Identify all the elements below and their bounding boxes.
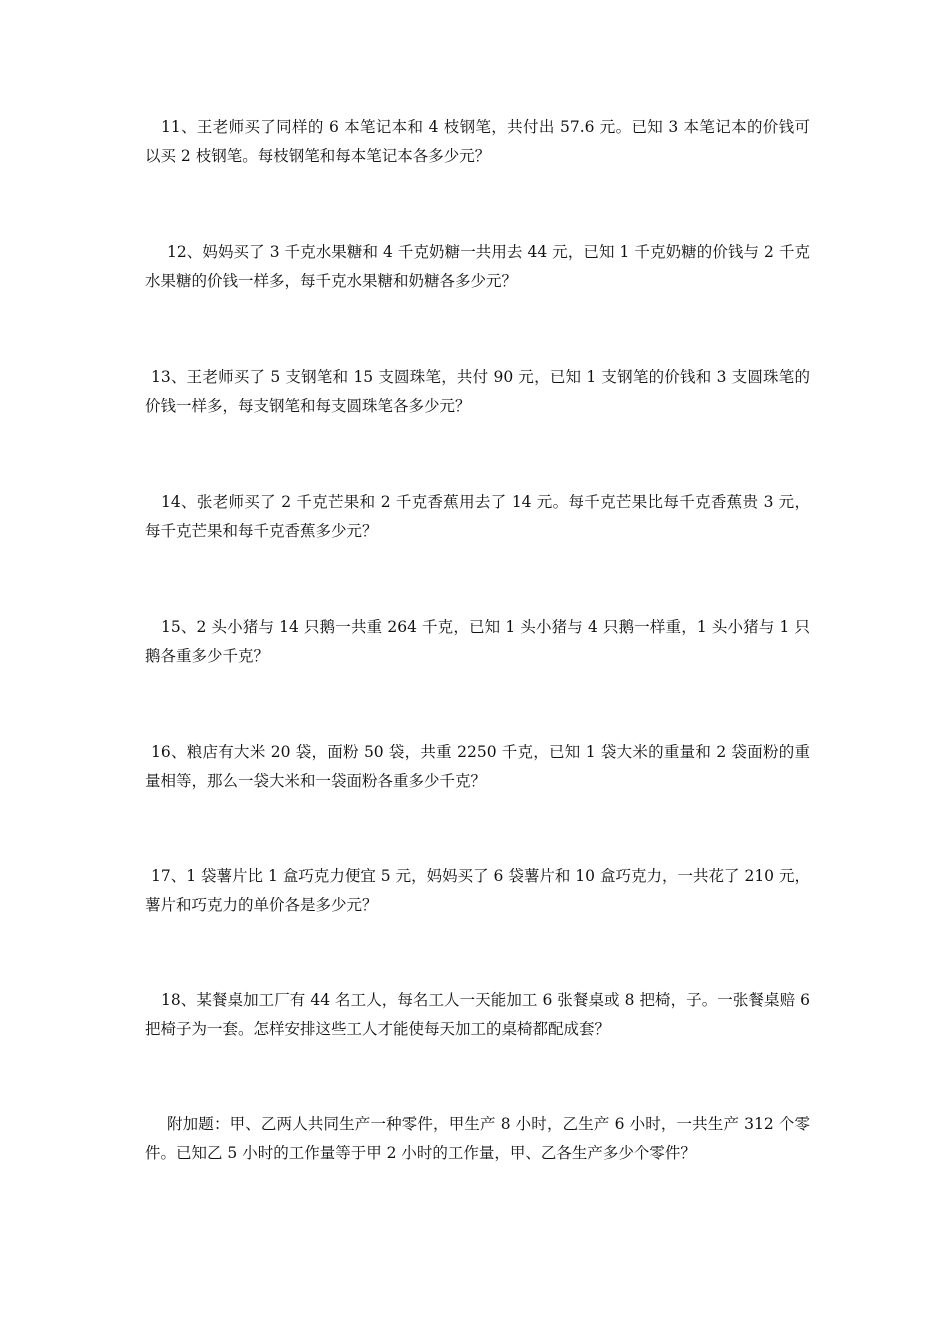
problem-13: 13、王老师买了 5 支钢笔和 15 支圆珠笔，共付 90 元，已知 1 支钢笔的价钱和 3 支圆珠笔的价钱一样多，每支钢笔和每支圆珠笔各多少元？ — [145, 368, 810, 415]
problem-12: 12、妈妈买了 3 千克水果糖和 4 千克奶糖一共用去 44 元，已知 1 千克奶糖的价钱与 2 千克水果糖的价钱一样多，每千克水果糖和奶糖各多少元？ — [145, 243, 810, 290]
problem-15: 15、2 头小猪与 14 只鹅一共重 264 千克，已知 1 头小猪与 4 只鹅一样重，1 头小猪与 1 只鹅各重多少千克？ — [145, 618, 810, 665]
problem-17: 17、1 袋薯片比 1 盒巧克力便宜 5 元，妈妈买了 6 袋薯片和 10 盒巧克力，一共花了 210 元，薯片和巧克力的单价各是多少元？ — [145, 867, 810, 914]
extra-problem: 附加题：甲、乙两人共同生产一种零件，甲生产 8 小时，乙生产 6 小时，一共生产 312 个零件。已知乙 5 小时的工作量等于甲 2 小时的工作量，甲、乙各生产多少个零件？ — [145, 1115, 810, 1162]
problem-16: 16、粮店有大米 20 袋，面粉 50 袋，共重 2250 千克，已知 1 袋大米的重量和 2 袋面粉的重量相等，那么一袋大米和一袋面粉各重多少千克？ — [145, 743, 810, 790]
problem-18: 18、某餐桌加工厂有 44 名工人，每名工人一天能加工 6 张餐桌或 8 把椅，子。一张餐桌赔 6 把椅子为一套。怎样安排这些工人才能使每天加工的桌椅都配成套？ — [145, 991, 810, 1038]
problem-11: 11、王老师买了同样的 6 本笔记本和 4 枝钢笔，共付出 57.6 元。已知 3 本笔记本的价钱可以买 2 枝钢笔。每枝钢笔和每本笔记本各多少元？ — [145, 118, 810, 165]
problem-14: 14、张老师买了 2 千克芒果和 2 千克香蕉用去了 14 元。每千克芒果比每千克香蕉贵 3 元，每千克芒果和每千克香蕉多少元？ — [145, 493, 810, 540]
